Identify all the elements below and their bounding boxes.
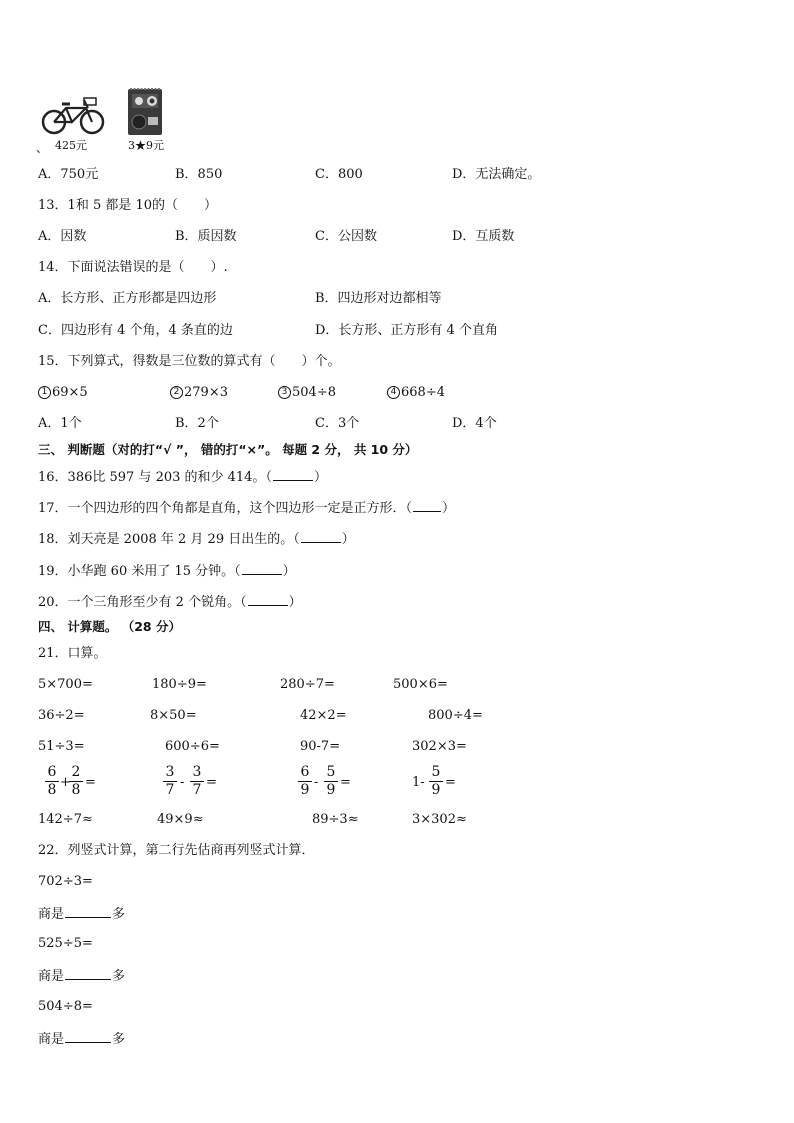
bike-price-label: 425元 bbox=[55, 139, 87, 152]
quotient-blank[interactable] bbox=[65, 905, 111, 918]
oral-calc-item: 90-7= bbox=[300, 739, 341, 754]
judge-item-19 bbox=[38, 562, 296, 580]
fraction: 3 7 bbox=[190, 765, 204, 798]
q13-option-a[interactable]: A．因数 bbox=[38, 229, 87, 244]
quotient-suffix: 多 bbox=[112, 1032, 126, 1047]
fraction: 5 9 bbox=[324, 765, 338, 798]
fraction: 5 9 bbox=[429, 765, 443, 798]
section-4-heading: 四、 计算题。 （28 分） bbox=[38, 619, 181, 634]
oral-calc-item: 500×6= bbox=[393, 677, 448, 692]
equals-sign: = bbox=[445, 775, 456, 790]
q14-option-c[interactable]: C．四边形有 4 个角，4 条直的边 bbox=[38, 323, 233, 338]
fraction: 3 7 bbox=[163, 765, 177, 798]
quotient-suffix: 多 bbox=[112, 969, 126, 984]
q13-option-b[interactable]: B．质因数 bbox=[175, 229, 237, 244]
oral-calc-item: 280÷7= bbox=[280, 677, 335, 692]
answer-blank[interactable] bbox=[273, 468, 313, 481]
answer-blank[interactable] bbox=[301, 530, 341, 543]
quotient-blank[interactable] bbox=[65, 1030, 111, 1043]
q15-item-2 bbox=[170, 385, 228, 401]
leading-term: 1- bbox=[412, 775, 425, 790]
judge-close: ） bbox=[288, 595, 302, 610]
section-3-heading: 三、 判断题（对的打“√ ”， 错的打“×”。 每题 2 分， 共 10 分） bbox=[38, 442, 418, 457]
fraction: 6 9 bbox=[298, 765, 312, 798]
q15-item-expr: 504÷8 bbox=[292, 385, 336, 400]
judge-close: ） bbox=[282, 564, 296, 579]
oral-calc-item: 800÷4= bbox=[428, 708, 483, 723]
quotient-estimate-line bbox=[38, 1030, 125, 1048]
operator: - bbox=[314, 775, 319, 790]
q15-option-d[interactable]: D．4个 bbox=[452, 416, 497, 431]
operator: + bbox=[60, 775, 71, 790]
q14-stem: 14．下面说法错误的是（ ）. bbox=[38, 260, 228, 275]
estimate-item: 49×9≈ bbox=[157, 812, 204, 827]
q12-option-c[interactable]: C．800 bbox=[315, 167, 363, 182]
vertical-calc-expr: 702÷3= bbox=[38, 874, 93, 889]
oral-calc-item: 302×3= bbox=[412, 739, 467, 754]
speaker-image bbox=[126, 88, 164, 136]
judge-close: ） bbox=[442, 501, 456, 516]
quotient-blank[interactable] bbox=[65, 967, 111, 980]
judge-item-18 bbox=[38, 530, 355, 548]
q22-stem: 22．列竖式计算，第二行先估商再列竖式计算． bbox=[38, 843, 315, 858]
q15-option-b[interactable]: B．2个 bbox=[175, 416, 219, 431]
oral-calc-item: 51÷3= bbox=[38, 739, 85, 754]
judge-item-20 bbox=[38, 593, 302, 611]
stray-mark: 、 bbox=[36, 141, 49, 155]
oral-calc-item: 36÷2= bbox=[38, 708, 85, 723]
q21-stem: 21．口算。 bbox=[38, 646, 107, 661]
q12-option-b[interactable]: B．850 bbox=[175, 167, 223, 182]
quotient-suffix: 多 bbox=[112, 907, 126, 922]
oral-calc-item: 600÷6= bbox=[165, 739, 220, 754]
quotient-estimate-line bbox=[38, 905, 125, 923]
circled-number-2: 2 bbox=[170, 386, 183, 399]
q13-stem: 13．1和 5 都是 10的（ ） bbox=[38, 198, 218, 213]
judge-close: ） bbox=[341, 532, 355, 547]
judge-text: 16．386比 597 与 203 的和少 414。（ bbox=[38, 470, 272, 485]
bicycle-image bbox=[40, 96, 106, 136]
judge-text: 20．一个三角形至少有 2 个锐角。（ bbox=[38, 595, 247, 610]
q15-item-expr: 668÷4 bbox=[401, 385, 445, 400]
q15-stem: 15．下列算式，得数是三位数的算式有（ ）个。 bbox=[38, 354, 341, 369]
q12-option-d[interactable]: D．无法确定。 bbox=[452, 167, 541, 182]
quotient-prefix: 商是 bbox=[38, 907, 65, 922]
q15-item-4 bbox=[387, 385, 445, 401]
judge-text: 19．小华跑 60 米用了 15 分钟。（ bbox=[38, 564, 241, 579]
vertical-calc-expr: 525÷5= bbox=[38, 936, 93, 951]
operator: - bbox=[180, 775, 185, 790]
oral-calc-item: 180÷9= bbox=[152, 677, 207, 692]
oral-calc-item: 8×50= bbox=[150, 708, 197, 723]
judge-item-16 bbox=[38, 468, 327, 486]
equals-sign: = bbox=[85, 775, 96, 790]
estimate-item: 142÷7≈ bbox=[38, 812, 93, 827]
oral-calc-item: 5×700= bbox=[38, 677, 93, 692]
quotient-estimate-line bbox=[38, 967, 125, 985]
q13-option-d[interactable]: D．互质数 bbox=[452, 229, 515, 244]
q15-option-c[interactable]: C．3个 bbox=[315, 416, 360, 431]
q14-option-b[interactable]: B．四边形对边都相等 bbox=[315, 291, 442, 306]
fraction: 2 8 bbox=[69, 765, 83, 798]
quotient-prefix: 商是 bbox=[38, 1032, 65, 1047]
circled-number-1: 1 bbox=[38, 386, 51, 399]
q15-item-1 bbox=[38, 385, 88, 401]
estimate-item: 89÷3≈ bbox=[312, 812, 359, 827]
q13-option-c[interactable]: C．公因数 bbox=[315, 229, 377, 244]
answer-blank[interactable] bbox=[413, 499, 441, 512]
estimate-item: 3×302≈ bbox=[412, 812, 467, 827]
circled-number-4: 4 bbox=[387, 386, 400, 399]
fraction: 6 8 bbox=[45, 765, 59, 798]
circled-number-3: 3 bbox=[278, 386, 291, 399]
judge-item-17 bbox=[38, 499, 455, 517]
q15-item-expr: 69×5 bbox=[52, 385, 88, 400]
judge-close: ） bbox=[313, 470, 327, 485]
equals-sign: = bbox=[206, 775, 217, 790]
oral-calc-item: 42×2= bbox=[300, 708, 347, 723]
q15-item-3 bbox=[278, 385, 336, 401]
q15-option-a[interactable]: A．1个 bbox=[38, 416, 82, 431]
q15-item-expr: 279×3 bbox=[184, 385, 228, 400]
equals-sign: = bbox=[340, 775, 351, 790]
vertical-calc-expr: 504÷8= bbox=[38, 999, 93, 1014]
q14-option-a[interactable]: A．长方形、正方形都是四边形 bbox=[38, 291, 217, 306]
answer-blank[interactable] bbox=[248, 593, 288, 606]
quotient-prefix: 商是 bbox=[38, 969, 65, 984]
speaker-price-label: 3★9元 bbox=[128, 139, 164, 152]
q12-option-a[interactable]: A．750元 bbox=[38, 167, 99, 182]
q14-option-d[interactable]: D．长方形、正方形有 4 个直角 bbox=[315, 323, 498, 338]
answer-blank[interactable] bbox=[242, 562, 282, 575]
judge-text: 17．一个四边形的四个角都是直角，这个四边形一定是正方形．（ bbox=[38, 501, 413, 516]
judge-text: 18．刘天亮是 2008 年 2 月 29 日出生的。（ bbox=[38, 532, 300, 547]
